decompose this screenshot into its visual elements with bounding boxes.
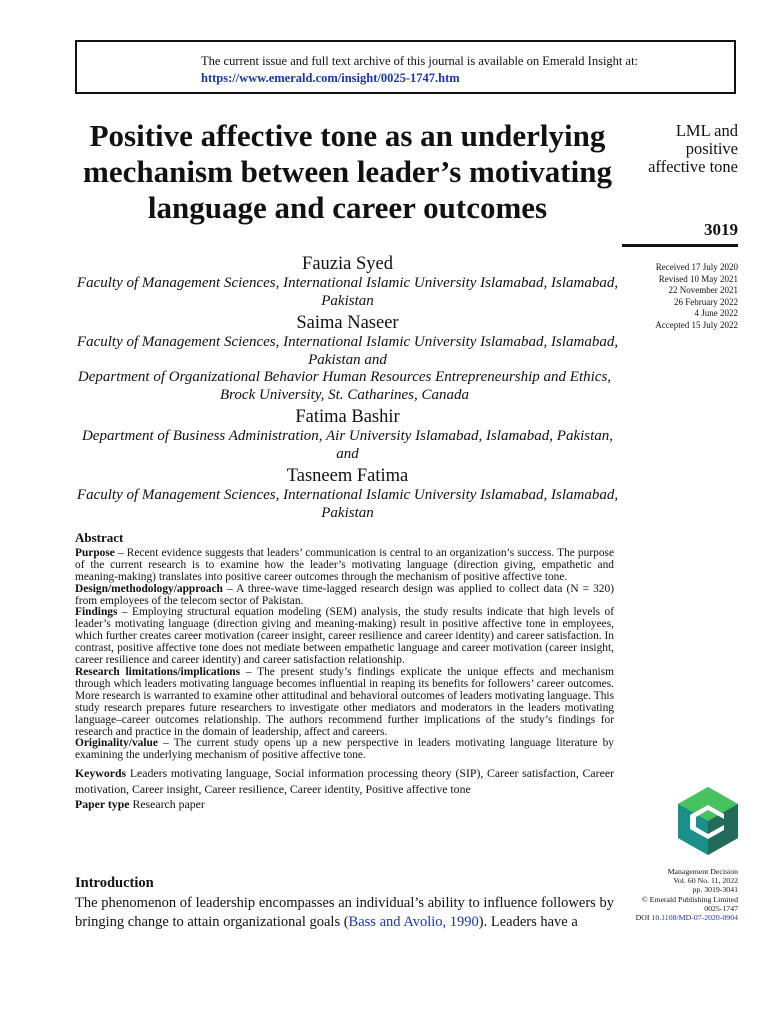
page-number: 3019 xyxy=(704,220,738,239)
author-list xyxy=(75,253,620,524)
abstract-heading: Abstract xyxy=(75,530,124,545)
abstract-section xyxy=(75,532,614,813)
abstract-originality: Originality/value – The current study opens up a new perspective in leaders motivating language literature by examining the underlying mechanism of positive affective tone. xyxy=(75,737,614,762)
emerald-publishing-logo-icon xyxy=(676,785,740,857)
page-number-rule xyxy=(622,244,738,247)
citation-link[interactable]: Bass and Avolio, 1990 xyxy=(348,913,479,930)
journal-info: Management Decision Vol. 60 No. 11, 2022 pp. 3019-3041 © Emerald Publishing Limited 0025-1747 DOI 10.1108/MD-07-2020-0904 xyxy=(635,867,738,923)
abstract-purpose: Purpose – Recent evidence suggests that leaders’ communication is central to an organization’s success. The purpose of the current research is to examine how the leader’s motivating language (direction giving, empathetic and meaning-making) translates into positive career outcomes through the mechanism of positive affective tone. xyxy=(75,546,614,583)
doi-link[interactable]: 10.1108/MD-07-2020-0904 xyxy=(651,913,738,923)
journal-url-link[interactable]: https://www.emerald.com/insight/0025-1747.htm xyxy=(201,71,460,85)
author-affiliation: Department of Organizational Behavior Human Resources Entrepreneurship and Ethics, Brock University, St. Catharines, Canada xyxy=(77,369,612,403)
author-affiliation: Faculty of Management Sciences, International Islamic University Islamabad, Islamabad, Pakistan xyxy=(76,487,619,521)
running-title: LML and positive affective tone xyxy=(648,121,738,176)
journal-archive-notice xyxy=(75,40,736,94)
introduction-section xyxy=(75,875,614,931)
submission-dates: Received 17 July 2020 Revised 10 May 2021 22 November 2021 26 February 2022 4 June 2022 Accepted 15 July 2022 xyxy=(655,262,738,330)
author-name: Saima Naseer xyxy=(296,313,399,333)
abstract-limitations: Research limitations/implications – The present study’s findings explicate the unique effects and mechanism through which leaders motivating language becomes influential in reaping its benefits for followers’ career outcomes. More research is warranted to examine other attitudinal and behavioral outcomes of leaders motivating language. This study research prepares future researchers to investigate other mediators and moderators in the leaders motivating language–career outcomes relationship. The authors recommend further implications of the study’s findings for research and practice in the domain of leadership, affect and careers. xyxy=(75,665,614,738)
article-title: Positive affective tone as an underlying mechanism between leader’s motivating language and career outcomes xyxy=(83,118,612,225)
archive-notice-text: The current issue and full text archive of this journal is available on Emerald Insight at: xyxy=(201,54,639,68)
author-affiliation: Faculty of Management Sciences, International Islamic University Islamabad, Islamabad, Pakistan xyxy=(76,275,619,309)
author-name: Tasneem Fatima xyxy=(286,466,409,486)
author-name: Fatima Bashir xyxy=(295,407,400,427)
paper-type: Paper type Research paper xyxy=(75,797,205,812)
abstract-findings: Findings – Employing structural equation modeling (SEM) analysis, the study results indicate that high levels of leader’s motivating language (direction giving and meaning-making) result in positive affective tone in employees, which further creates career motivation (career insight, career resilience and career identity) and career satisfaction. In contrast, positive affective tone does not mediate between empathetic language and career motivation (career insight, career resilience and career identity) and career satisfaction relationship. xyxy=(75,606,614,667)
abstract-design: Design/methodology/approach – A three-wave time-lagged research design was applied to collect data (N = 320) from employees of the telecom sector of Pakistan. xyxy=(75,582,614,607)
keywords: Keywords Leaders motivating language, Social information processing theory (SIP), Career satisfaction, Career motivation, Career insight, Career resilience, Career identity, Positive affective tone xyxy=(75,766,614,796)
author-affiliation: Faculty of Management Sciences, International Islamic University Islamabad, Islamabad, Pakistan and xyxy=(76,334,619,368)
author-affiliation: Department of Business Administration, Air University Islamabad, Islamabad, Pakistan, and xyxy=(81,428,614,462)
author-name: Fauzia Syed xyxy=(302,254,393,274)
introduction-heading: Introduction xyxy=(75,875,154,891)
introduction-paragraph: The phenomenon of leadership encompasses an individual’s ability to influence followers by bringing change to attain organizational goals (Bass and Avolio, 1990). Leaders have a xyxy=(75,895,614,930)
